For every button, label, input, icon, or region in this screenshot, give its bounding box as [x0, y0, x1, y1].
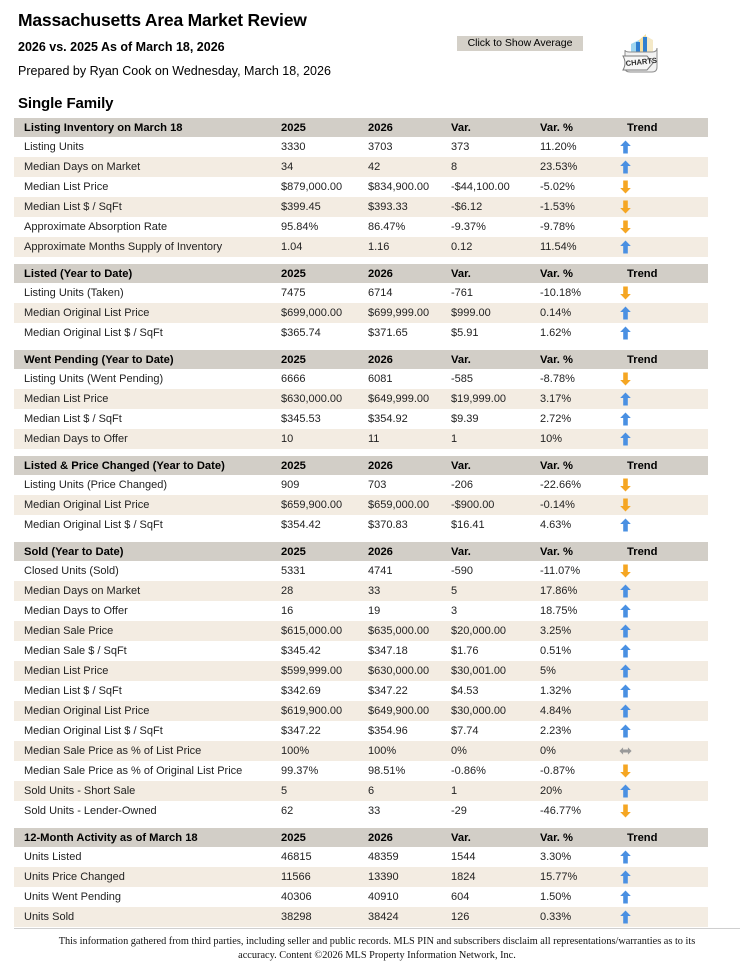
value-variance: $7.74 [443, 721, 532, 741]
table-row [14, 887, 708, 907]
value-2026: 6 [360, 781, 443, 801]
row-label: Units Sold [14, 907, 273, 927]
column-header: Var. % [532, 542, 619, 561]
trend-up-icon [619, 237, 708, 257]
table-row [14, 303, 708, 323]
row-label: Units Price Changed [14, 867, 273, 887]
row-label: Sold Units - Short Sale [14, 781, 273, 801]
value-variance-percent: 3.30% [532, 847, 619, 867]
row-label: Median Days on Market [14, 157, 273, 177]
svg-text:CHARTS: CHARTS [625, 55, 658, 68]
value-2025: $699,000.00 [273, 303, 360, 323]
trend-down-icon [619, 801, 708, 821]
value-variance-percent: 3.25% [532, 621, 619, 641]
market-tables-container [14, 118, 740, 927]
column-header: Var. [443, 118, 532, 137]
column-header: Var. % [532, 264, 619, 283]
table-row [14, 721, 708, 741]
table-row [14, 601, 708, 621]
row-label: Median Original List $ / SqFt [14, 515, 273, 535]
value-2025: 5 [273, 781, 360, 801]
table-row [14, 157, 708, 177]
trend-up-icon [619, 681, 708, 701]
column-header: Trend [619, 264, 708, 283]
column-header: Var. % [532, 456, 619, 475]
value-variance: 0.12 [443, 237, 532, 257]
value-variance: $5.91 [443, 323, 532, 343]
value-2025: $345.53 [273, 409, 360, 429]
prepared-by-line: Prepared by Ryan Cook on Wednesday, March 18, 2026 [18, 64, 331, 78]
value-variance: -0.86% [443, 761, 532, 781]
value-2025: 62 [273, 801, 360, 821]
charts-logo-icon [619, 30, 663, 76]
table-row [14, 907, 708, 927]
row-label: Median Days to Offer [14, 601, 273, 621]
column-header: 2025 [273, 542, 360, 561]
value-2025: $365.74 [273, 323, 360, 343]
table-row [14, 581, 708, 601]
section-header-row [14, 118, 708, 137]
value-variance-percent: -1.53% [532, 197, 619, 217]
value-2025: 1.04 [273, 237, 360, 257]
table-row [14, 741, 708, 761]
trend-down-icon [619, 283, 708, 303]
value-2025: 46815 [273, 847, 360, 867]
value-2026: 42 [360, 157, 443, 177]
value-variance-percent: 15.77% [532, 867, 619, 887]
value-variance: $1.76 [443, 641, 532, 661]
value-2025: 5331 [273, 561, 360, 581]
trend-up-icon [619, 409, 708, 429]
value-2026: 100% [360, 741, 443, 761]
row-label: Median Original List Price [14, 303, 273, 323]
value-variance: $20,000.00 [443, 621, 532, 641]
section-header-row [14, 542, 708, 561]
value-variance: 1 [443, 429, 532, 449]
value-variance: -29 [443, 801, 532, 821]
value-variance-percent: 1.62% [532, 323, 619, 343]
column-header: 2026 [360, 118, 443, 137]
section-header-row [14, 456, 708, 475]
column-header: 2026 [360, 456, 443, 475]
table-row [14, 217, 708, 237]
value-variance-percent: 1.32% [532, 681, 619, 701]
value-variance: -$6.12 [443, 197, 532, 217]
value-variance-percent: 3.17% [532, 389, 619, 409]
section-title: Sold (Year to Date) [14, 542, 273, 561]
value-variance: $999.00 [443, 303, 532, 323]
value-2025: $354.42 [273, 515, 360, 535]
value-variance-percent: -10.18% [532, 283, 619, 303]
table-row [14, 515, 708, 535]
value-variance: 1824 [443, 867, 532, 887]
value-variance: 1 [443, 781, 532, 801]
column-header: 2026 [360, 828, 443, 847]
table-row [14, 409, 708, 429]
value-variance-percent: -5.02% [532, 177, 619, 197]
value-2026: 48359 [360, 847, 443, 867]
section-title: Went Pending (Year to Date) [14, 350, 273, 369]
value-2026: 6081 [360, 369, 443, 389]
value-variance-percent: -22.66% [532, 475, 619, 495]
column-header: Var. [443, 456, 532, 475]
value-2025: 3330 [273, 137, 360, 157]
value-2026: $659,000.00 [360, 495, 443, 515]
trend-down-icon [619, 177, 708, 197]
trend-up-icon [619, 781, 708, 801]
value-2025: $599,999.00 [273, 661, 360, 681]
row-label: Median Sale Price as % of Original List Price [14, 761, 273, 781]
table-row [14, 781, 708, 801]
value-2026: 33 [360, 801, 443, 821]
section-gap [14, 821, 708, 828]
value-2026: $354.96 [360, 721, 443, 741]
value-2025: 7475 [273, 283, 360, 303]
column-header: Trend [619, 456, 708, 475]
trend-up-icon [619, 137, 708, 157]
table-row [14, 867, 708, 887]
column-header: Var. % [532, 118, 619, 137]
value-variance-percent: 2.72% [532, 409, 619, 429]
value-2025: $347.22 [273, 721, 360, 741]
value-variance-percent: 20% [532, 781, 619, 801]
value-variance: 126 [443, 907, 532, 927]
value-2025: 99.37% [273, 761, 360, 781]
value-2026: 98.51% [360, 761, 443, 781]
trend-up-icon [619, 641, 708, 661]
trend-up-icon [619, 867, 708, 887]
value-2025: 40306 [273, 887, 360, 907]
value-variance: -761 [443, 283, 532, 303]
value-variance-percent: 0.33% [532, 907, 619, 927]
disclaimer-line-2: accuracy. Content ©2026 MLS Property Information Network, Inc. [238, 950, 516, 961]
row-label: Median List Price [14, 661, 273, 681]
value-variance: -590 [443, 561, 532, 581]
section-gap [14, 257, 708, 264]
value-2025: 100% [273, 741, 360, 761]
value-variance: 0% [443, 741, 532, 761]
value-variance-percent: 2.23% [532, 721, 619, 741]
row-label: Median Sale $ / SqFt [14, 641, 273, 661]
column-header: Var. % [532, 828, 619, 847]
column-header: 2025 [273, 456, 360, 475]
value-2025: $345.42 [273, 641, 360, 661]
value-2026: 19 [360, 601, 443, 621]
value-variance-percent: 10% [532, 429, 619, 449]
value-variance-percent: 11.20% [532, 137, 619, 157]
value-variance: 373 [443, 137, 532, 157]
column-header: Var. [443, 828, 532, 847]
column-header: 2025 [273, 118, 360, 137]
value-2026: $699,999.00 [360, 303, 443, 323]
table-row [14, 681, 708, 701]
value-variance-percent: 4.84% [532, 701, 619, 721]
value-2026: $371.65 [360, 323, 443, 343]
row-label: Median Original List $ / SqFt [14, 721, 273, 741]
market-review-table [14, 118, 708, 927]
value-variance-percent: 0.14% [532, 303, 619, 323]
value-variance: -$44,100.00 [443, 177, 532, 197]
trend-up-icon [619, 429, 708, 449]
value-variance: -206 [443, 475, 532, 495]
trend-down-icon [619, 475, 708, 495]
value-2025: 38298 [273, 907, 360, 927]
value-2025: 28 [273, 581, 360, 601]
row-label: Median List $ / SqFt [14, 409, 273, 429]
table-row [14, 389, 708, 409]
row-label: Median Sale Price as % of List Price [14, 741, 273, 761]
trend-down-icon [619, 197, 708, 217]
column-header: 2026 [360, 264, 443, 283]
value-2026: 11 [360, 429, 443, 449]
column-header: 2026 [360, 542, 443, 561]
section-header-row [14, 828, 708, 847]
value-2025: $630,000.00 [273, 389, 360, 409]
value-variance-percent: 18.75% [532, 601, 619, 621]
trend-down-icon [619, 217, 708, 237]
table-row [14, 801, 708, 821]
table-row [14, 701, 708, 721]
page-title: Massachusetts Area Market Review [18, 10, 307, 30]
row-label: Median List $ / SqFt [14, 197, 273, 217]
value-variance-percent: 17.86% [532, 581, 619, 601]
table-row [14, 283, 708, 303]
column-header: Var. [443, 264, 532, 283]
section-title: Listed (Year to Date) [14, 264, 273, 283]
property-type-heading: Single Family [18, 95, 114, 112]
table-row [14, 137, 708, 157]
row-label: Listing Units (Went Pending) [14, 369, 273, 389]
row-label: Median Days on Market [14, 581, 273, 601]
value-variance-percent: -0.87% [532, 761, 619, 781]
row-label: Closed Units (Sold) [14, 561, 273, 581]
value-2025: $879,000.00 [273, 177, 360, 197]
section-title: Listing Inventory on March 18 [14, 118, 273, 137]
section-gap [14, 343, 708, 350]
table-row [14, 621, 708, 641]
trend-up-icon [619, 581, 708, 601]
section-gap [14, 535, 708, 542]
disclaimer-line-1: This information gathered from third parties, including seller and public records. MLS PIN and subscribers disclaim all representations/warranties as to its [58, 936, 696, 947]
row-label: Median Days to Offer [14, 429, 273, 449]
table-row [14, 237, 708, 257]
value-2026: 1.16 [360, 237, 443, 257]
report-subtitle: 2026 vs. 2025 As of March 18, 2026 [18, 40, 225, 54]
value-variance: 604 [443, 887, 532, 907]
value-variance-percent: -11.07% [532, 561, 619, 581]
value-2025: $342.69 [273, 681, 360, 701]
row-label: Median List $ / SqFt [14, 681, 273, 701]
value-variance-percent: 0% [532, 741, 619, 761]
value-2026: 38424 [360, 907, 443, 927]
column-header: Var. [443, 350, 532, 369]
column-header: Trend [619, 542, 708, 561]
footer-divider [14, 928, 740, 929]
value-variance-percent: 23.53% [532, 157, 619, 177]
value-2026: $393.33 [360, 197, 443, 217]
value-2026: 13390 [360, 867, 443, 887]
value-2026: 3703 [360, 137, 443, 157]
value-variance: $16.41 [443, 515, 532, 535]
value-variance: -$900.00 [443, 495, 532, 515]
value-2026: $834,900.00 [360, 177, 443, 197]
trend-up-icon [619, 389, 708, 409]
value-variance: 1544 [443, 847, 532, 867]
trend-up-icon [619, 701, 708, 721]
row-label: Approximate Months Supply of Inventory [14, 237, 273, 257]
row-label: Units Listed [14, 847, 273, 867]
value-variance: 8 [443, 157, 532, 177]
value-2026: $370.83 [360, 515, 443, 535]
trend-up-icon [619, 907, 708, 927]
trend-down-icon [619, 761, 708, 781]
table-row [14, 761, 708, 781]
row-label: Units Went Pending [14, 887, 273, 907]
table-row [14, 177, 708, 197]
trend-up-icon [619, 621, 708, 641]
row-label: Median List Price [14, 177, 273, 197]
table-row [14, 495, 708, 515]
section-gap [14, 449, 708, 456]
trend-down-icon [619, 369, 708, 389]
value-2025: 95.84% [273, 217, 360, 237]
value-variance-percent: 4.63% [532, 515, 619, 535]
value-2025: $399.45 [273, 197, 360, 217]
value-2026: $354.92 [360, 409, 443, 429]
value-2026: $649,900.00 [360, 701, 443, 721]
value-2025: 11566 [273, 867, 360, 887]
table-row [14, 561, 708, 581]
value-2026: $635,000.00 [360, 621, 443, 641]
value-variance-percent: 5% [532, 661, 619, 681]
trend-up-icon [619, 323, 708, 343]
column-header: Var. [443, 542, 532, 561]
section-title: 12-Month Activity as of March 18 [14, 828, 273, 847]
value-2026: 6714 [360, 283, 443, 303]
table-row [14, 197, 708, 217]
row-label: Median Original List Price [14, 495, 273, 515]
trend-flat-icon [619, 741, 708, 761]
value-variance-percent: 1.50% [532, 887, 619, 907]
trend-down-icon [619, 561, 708, 581]
trend-up-icon [619, 515, 708, 535]
column-header: 2025 [273, 828, 360, 847]
row-label: Median Original List $ / SqFt [14, 323, 273, 343]
disclaimer-footer [0, 935, 754, 963]
section-header-row [14, 350, 708, 369]
value-variance-percent: -0.14% [532, 495, 619, 515]
value-variance-percent: 11.54% [532, 237, 619, 257]
value-variance: 3 [443, 601, 532, 621]
value-variance: $4.53 [443, 681, 532, 701]
column-header: 2025 [273, 264, 360, 283]
value-variance-percent: -8.78% [532, 369, 619, 389]
value-2026: 33 [360, 581, 443, 601]
value-2025: 34 [273, 157, 360, 177]
value-variance: $30,000.00 [443, 701, 532, 721]
value-2025: $659,900.00 [273, 495, 360, 515]
value-2025: 909 [273, 475, 360, 495]
trend-up-icon [619, 157, 708, 177]
row-label: Median Original List Price [14, 701, 273, 721]
value-2025: 10 [273, 429, 360, 449]
value-variance: -585 [443, 369, 532, 389]
table-row [14, 429, 708, 449]
trend-up-icon [619, 601, 708, 621]
value-2025: 6666 [273, 369, 360, 389]
column-header: Trend [619, 350, 708, 369]
value-2025: $615,000.00 [273, 621, 360, 641]
value-2026: $649,999.00 [360, 389, 443, 409]
value-variance: $9.39 [443, 409, 532, 429]
show-average-button[interactable]: Click to Show Average [457, 36, 583, 51]
column-header: Trend [619, 828, 708, 847]
value-2026: 40910 [360, 887, 443, 907]
value-variance-percent: -9.78% [532, 217, 619, 237]
row-label: Approximate Absorption Rate [14, 217, 273, 237]
row-label: Listing Units [14, 137, 273, 157]
trend-up-icon [619, 887, 708, 907]
trend-up-icon [619, 303, 708, 323]
row-label: Median List Price [14, 389, 273, 409]
value-2025: $619,900.00 [273, 701, 360, 721]
value-variance-percent: -46.77% [532, 801, 619, 821]
value-variance: $19,999.00 [443, 389, 532, 409]
value-2026: $630,000.00 [360, 661, 443, 681]
column-header: Var. % [532, 350, 619, 369]
trend-up-icon [619, 661, 708, 681]
table-row [14, 323, 708, 343]
value-2026: 703 [360, 475, 443, 495]
table-row [14, 847, 708, 867]
row-label: Listing Units (Taken) [14, 283, 273, 303]
value-2026: $347.18 [360, 641, 443, 661]
value-2025: 16 [273, 601, 360, 621]
table-row [14, 369, 708, 389]
table-row [14, 661, 708, 681]
column-header: 2025 [273, 350, 360, 369]
value-variance: $30,001.00 [443, 661, 532, 681]
value-variance: -9.37% [443, 217, 532, 237]
trend-down-icon [619, 495, 708, 515]
value-variance: 5 [443, 581, 532, 601]
table-row [14, 475, 708, 495]
market-table-body [14, 118, 708, 927]
column-header: Trend [619, 118, 708, 137]
value-2026: $347.22 [360, 681, 443, 701]
report-header [0, 0, 754, 79]
row-label: Sold Units - Lender-Owned [14, 801, 273, 821]
section-header-row [14, 264, 708, 283]
column-header: 2026 [360, 350, 443, 369]
value-2026: 86.47% [360, 217, 443, 237]
table-row [14, 641, 708, 661]
row-label: Median Sale Price [14, 621, 273, 641]
value-variance-percent: 0.51% [532, 641, 619, 661]
row-label: Listing Units (Price Changed) [14, 475, 273, 495]
trend-up-icon [619, 721, 708, 741]
section-title: Listed & Price Changed (Year to Date) [14, 456, 273, 475]
value-2026: 4741 [360, 561, 443, 581]
trend-up-icon [619, 847, 708, 867]
